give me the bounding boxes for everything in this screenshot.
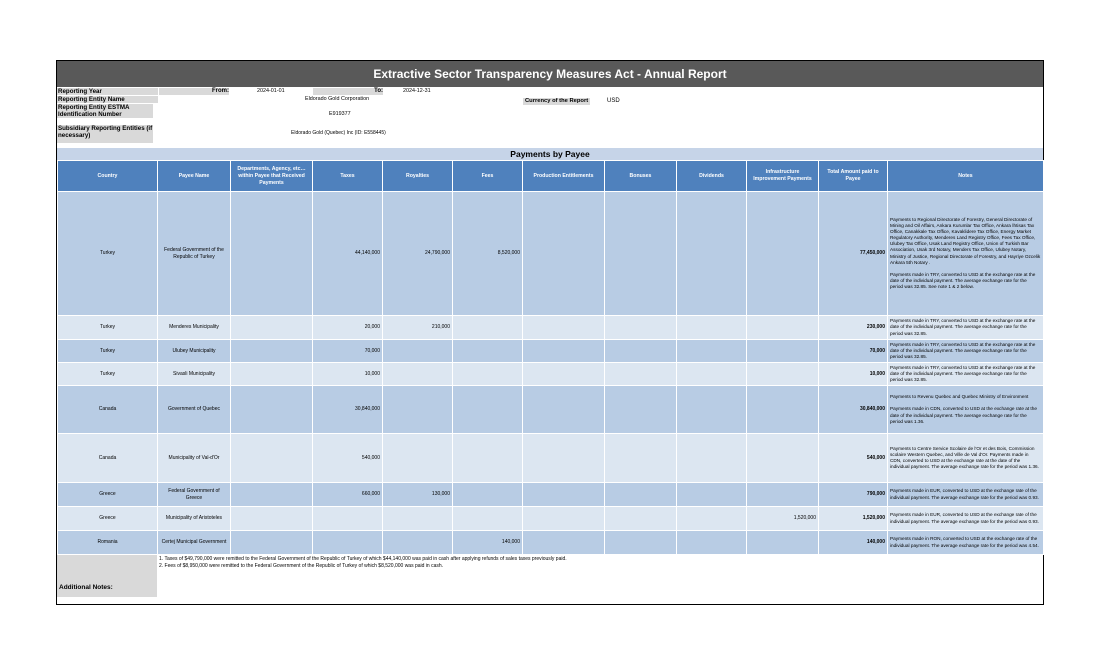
cell-infrastructure: 1,520,000	[747, 507, 819, 531]
table-row	[58, 434, 1044, 483]
cell-infrastructure	[747, 434, 819, 483]
additional-notes	[57, 555, 1043, 597]
report-info-block	[57, 87, 1043, 147]
cell-payee: Ulubey Municipality	[158, 340, 231, 363]
from-date: 2024-01-01	[257, 88, 285, 94]
cell-dept	[231, 483, 313, 507]
cell-country: Canada	[58, 434, 158, 483]
cell-total: 77,450,000	[819, 192, 888, 316]
cell-bonuses	[605, 316, 677, 340]
cell-dept	[231, 340, 313, 363]
cell-royalties: 130,000	[383, 483, 453, 507]
cell-payee: Federal Government of Greece	[158, 483, 231, 507]
payments-section-title: Payments by Payee	[57, 147, 1043, 160]
report-title: Extractive Sector Transparency Measures Act - Annual Report	[57, 61, 1043, 87]
cell-taxes: 20,000	[313, 316, 383, 340]
cell-infrastructure	[747, 316, 819, 340]
cell-royalties	[383, 531, 453, 555]
additional-note-line: 1. Taxes of $49,790,000 were remitted to the Federal Government of the Republic of Turkey of which $44,140,000 was paid in cash after applying refunds of sales taxes previously paid.	[159, 556, 567, 562]
cell-taxes	[313, 531, 383, 555]
cell-dept	[231, 192, 313, 316]
cell-fees	[453, 340, 523, 363]
cell-notes	[888, 386, 1044, 434]
cell-dividends	[677, 507, 747, 531]
cell-taxes: 10,000	[313, 363, 383, 386]
cell-infrastructure	[747, 340, 819, 363]
cell-bonuses	[605, 531, 677, 555]
cell-total: 30,840,000	[819, 386, 888, 434]
cell-dept	[231, 507, 313, 531]
cell-bonuses	[605, 363, 677, 386]
cell-payee: Government of Quebec	[158, 386, 231, 434]
entity-name: Eldorado Gold Corporation	[305, 96, 370, 102]
cell-dividends	[677, 531, 747, 555]
cell-dividends	[677, 483, 747, 507]
cell-notes: Payments made in TRY, converted to USD at the exchange rate at the date of the individual payment. The average exchange rate for the period was 32.85.	[888, 316, 1044, 340]
cell-total: 790,000	[819, 483, 888, 507]
cell-dividends	[677, 192, 747, 316]
cell-bonuses	[605, 340, 677, 363]
cell-bonuses	[605, 192, 677, 316]
header-taxes: Taxes	[313, 161, 383, 192]
cell-fees	[453, 386, 523, 434]
cell-dept	[231, 531, 313, 555]
table-row	[58, 340, 1044, 363]
header-production-entitlements: Production Entitlements	[523, 161, 605, 192]
cell-production	[523, 363, 605, 386]
cell-total: 230,000	[819, 316, 888, 340]
cell-bonuses	[605, 434, 677, 483]
cell-fees	[453, 483, 523, 507]
cell-fees	[453, 316, 523, 340]
header-notes: Notes	[888, 161, 1044, 192]
cell-notes: Payments made in RON, converted to USD at the exchange rate of the individual payment. The average exchange rate for the period was 4.54.	[888, 531, 1044, 555]
label-entity-name: Reporting Entity Name	[57, 96, 158, 103]
cell-production	[523, 531, 605, 555]
currency-value: USD	[607, 98, 620, 104]
table-row	[58, 531, 1044, 555]
cell-dept	[231, 386, 313, 434]
cell-notes: Payments made in EUR, converted to USD at the exchange rate of the individual payment. The average exchange rate for the period was 0.93.	[888, 483, 1044, 507]
cell-royalties	[383, 386, 453, 434]
estma-id: E919377	[329, 111, 351, 117]
note-text-secondary: Payments made in TRY, converted to USD at the exchange rate at the date of the individual payment. The average exchange rate for the period was 32.85. See note 1 & 2 below.	[890, 271, 1036, 289]
header-fees: Fees	[453, 161, 523, 192]
cell-taxes: 30,840,000	[313, 386, 383, 434]
cell-dividends	[677, 386, 747, 434]
label-estma-id: Reporting Entity ESTMA Identification Number	[57, 104, 153, 118]
cell-fees: 8,520,000	[453, 192, 523, 316]
cell-production	[523, 434, 605, 483]
cell-payee: Menderes Municipality	[158, 316, 231, 340]
cell-fees: 140,000	[453, 531, 523, 555]
cell-payee: Municipality of Aristoteles	[158, 507, 231, 531]
cell-production	[523, 386, 605, 434]
label-currency: Currency of the Report	[525, 98, 589, 104]
cell-dividends	[677, 434, 747, 483]
subsidiary-entity: Eldorado Gold (Quebec) Inc (ID: E558445)	[291, 130, 386, 136]
cell-infrastructure	[747, 483, 819, 507]
cell-taxes: 44,140,000	[313, 192, 383, 316]
table-row	[58, 507, 1044, 531]
cell-total: 140,000	[819, 531, 888, 555]
label-reporting-year: Reporting Year	[57, 88, 158, 95]
to-date: 2024-12-31	[403, 88, 431, 94]
additional-note-line: 2. Fees of $8,950,000 were remitted to the Federal Government of the Republic of Turkey of which $8,520,000 was paid in cash.	[159, 562, 444, 569]
cell-royalties: 24,790,000	[383, 192, 453, 316]
cell-infrastructure	[747, 531, 819, 555]
cell-fees	[453, 434, 523, 483]
cell-country: Turkey	[58, 192, 158, 316]
cell-total: 1,520,000	[819, 507, 888, 531]
cell-taxes: 70,000	[313, 340, 383, 363]
label-to: To:	[313, 88, 383, 95]
cell-dividends	[677, 340, 747, 363]
payments-table	[57, 160, 1044, 555]
label-from: From:	[159, 88, 229, 95]
cell-dividends	[677, 363, 747, 386]
cell-payee: Certej Municipal Government	[158, 531, 231, 555]
header-royalties: Royalties	[383, 161, 453, 192]
header-departments: Departments, Agency, etc… within Payee that Received Payments	[231, 161, 313, 192]
cell-taxes	[313, 507, 383, 531]
payments-header-row	[58, 161, 1044, 192]
cell-taxes: 660,000	[313, 483, 383, 507]
header-infrastructure: Infrastructure Improvement Payments	[747, 161, 819, 192]
cell-infrastructure	[747, 192, 819, 316]
cell-production	[523, 507, 605, 531]
cell-fees	[453, 363, 523, 386]
header-dividends: Dividends	[677, 161, 747, 192]
table-row	[58, 483, 1044, 507]
cell-royalties	[383, 507, 453, 531]
cell-notes: Payments made in TRY, converted to USD at the exchange rate at the date of the individual payment. The average exchange rate for the period was 32.85.	[888, 340, 1044, 363]
header-country: Country	[58, 161, 158, 192]
cell-dept	[231, 434, 313, 483]
cell-payee: Municipality of Val-d'Or	[158, 434, 231, 483]
cell-production	[523, 316, 605, 340]
cell-royalties	[383, 434, 453, 483]
header-payee-name: Payee Name	[158, 161, 231, 192]
cell-notes	[888, 192, 1044, 316]
cell-production	[523, 340, 605, 363]
header-bonuses: Bonuses	[605, 161, 677, 192]
cell-dividends	[677, 316, 747, 340]
cell-dept	[231, 316, 313, 340]
cell-country: Turkey	[58, 363, 158, 386]
cell-country: Greece	[58, 483, 158, 507]
header-total: Total Amount paid to Payee	[819, 161, 888, 192]
cell-country: Canada	[58, 386, 158, 434]
cell-dept	[231, 363, 313, 386]
cell-country: Turkey	[58, 316, 158, 340]
table-row	[58, 192, 1044, 316]
cell-total: 10,000	[819, 363, 888, 386]
additional-notes-label: Additional Notes:	[57, 555, 157, 597]
cell-bonuses	[605, 507, 677, 531]
cell-notes: Payments made in EUR, converted to USD at the exchange rate of the individual payment. The average exchange rate for the period was 0.93.	[888, 507, 1044, 531]
cell-royalties	[383, 363, 453, 386]
table-row	[58, 316, 1044, 340]
cell-country: Greece	[58, 507, 158, 531]
note-text: Payments to Revenu Quebec and Quebec Ministry of Environment	[890, 394, 1029, 400]
cell-payee: Federal Government of the Republic of Turkey	[158, 192, 231, 316]
cell-infrastructure	[747, 386, 819, 434]
cell-notes: Payments to Centre Service Scolaire de l'Or et des Bois, Commission scolaire Western Quebec, and Ville de Val d'Or. Payments made in CDN, converted to USD at the exchange rate at the date of the individual payment. The average exchange rate for the period was 1.36.	[888, 434, 1044, 483]
cell-fees	[453, 507, 523, 531]
table-row	[58, 363, 1044, 386]
table-row	[58, 386, 1044, 434]
cell-production	[523, 192, 605, 316]
cell-infrastructure	[747, 363, 819, 386]
cell-royalties	[383, 340, 453, 363]
cell-country: Romania	[58, 531, 158, 555]
report-sheet	[56, 60, 1044, 605]
cell-country: Turkey	[58, 340, 158, 363]
note-text: Payments to Regional Directorate of Forestry, General Directorate of Mining and Oil Affairs, Ankara Kurumlar Tax Office, Ankara İhtisas Tax Office, Canakkale Tax Office, Kavaklidere Tax Office, Energy Market Regulatory Authority, Menderes Land Registry Office, Fees Tax Office, Ulubey Tax Office, Usak Land Registry Office, Union of Turkish Bar Association, Usak 3rd Notary, Menders Tax Office, Ulubey Notary, Ministry of Justice, Regional Directorate of Forestry, and Hayriye Ozcelik Ankara 5th Notary .	[890, 216, 1041, 265]
cell-bonuses	[605, 483, 677, 507]
cell-taxes: 540,000	[313, 434, 383, 483]
label-subsidiary: Subsidiary Reporting Entities (if necessary)	[57, 125, 153, 143]
cell-total: 540,000	[819, 434, 888, 483]
note-text-secondary: Payments made in CDN, converted to USD at the exchange rate at the date of the individual payment. The average exchange rate for the period was 1.36.	[890, 406, 1037, 424]
cell-bonuses	[605, 386, 677, 434]
additional-notes-text	[157, 555, 1043, 597]
cell-notes: Payments made in TRY, converted to USD at the exchange rate at the date of the individual payment. The average exchange rate for the period was 32.85.	[888, 363, 1044, 386]
cell-total: 70,000	[819, 340, 888, 363]
cell-royalties: 210,000	[383, 316, 453, 340]
cell-production	[523, 483, 605, 507]
cell-payee: Sivasli Municipality	[158, 363, 231, 386]
